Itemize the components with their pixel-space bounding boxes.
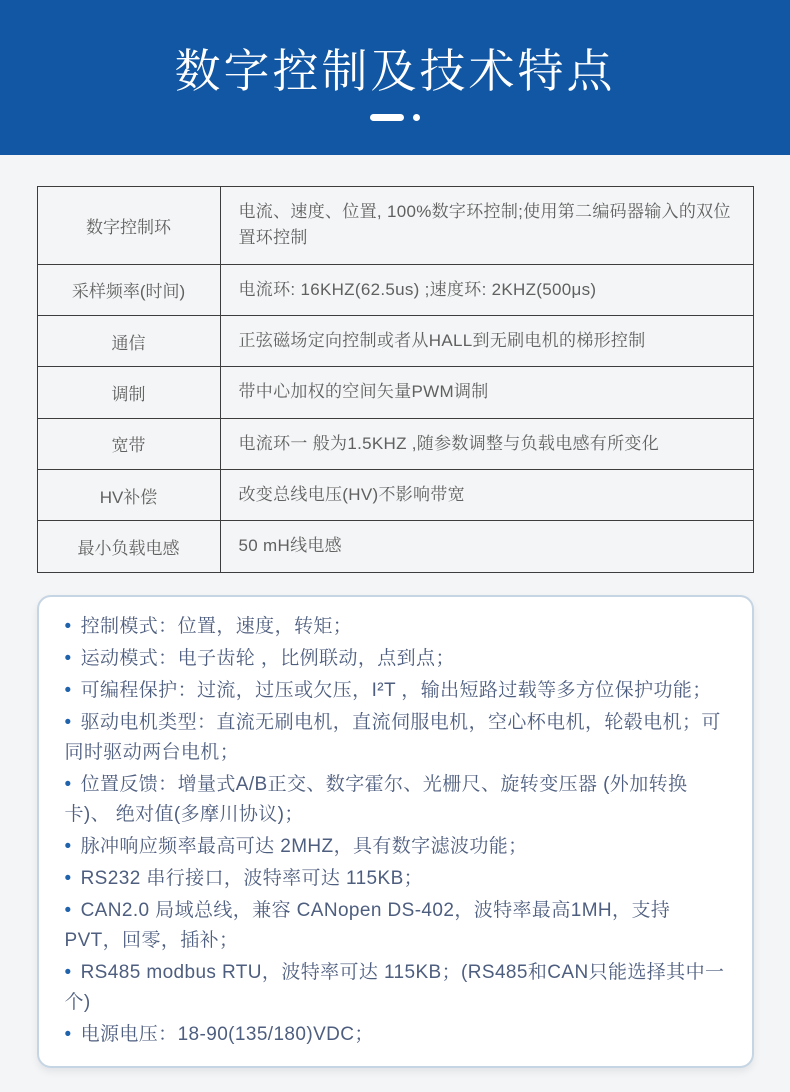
- spec-value: 正弦磁场定向控制或者从HALL到无刷电机的梯形控制: [220, 316, 753, 367]
- bullet-icon: •: [64, 679, 72, 701]
- spec-table: [37, 186, 754, 573]
- bullet-icon: •: [64, 773, 72, 795]
- feature-text: CAN2.0 局域总线，兼容 CANopen DS-402，波特率最高1MH，支持PVT，回零，插补；: [64, 899, 671, 951]
- table-row: [37, 187, 753, 265]
- feature-text: 控制模式：位置，速度，转矩；: [80, 615, 353, 637]
- bullet-icon: •: [64, 615, 72, 637]
- feature-text: RS232 串行接口，波特率可达 115KB；: [80, 867, 424, 889]
- feature-text: RS485 modbus RTU，波特率可达 115KB；(RS485和CAN只能选择其中一个): [64, 961, 725, 1013]
- spec-label: 数字控制环: [37, 187, 220, 265]
- feature-item: [65, 832, 726, 862]
- table-row: [37, 521, 753, 572]
- table-row: [37, 316, 753, 367]
- feature-item: [65, 864, 726, 894]
- bullet-icon: •: [64, 647, 72, 669]
- spec-label: 采样频率(时间): [37, 264, 220, 315]
- feature-text: 位置反馈：增量式A/B正交、数字霍尔、光栅尺、旋转变压器 (外加转换卡)、 绝对值(多摩川协议)；: [64, 773, 688, 825]
- feature-text: 驱动电机类型：直流无刷电机，直流伺服电机，空心杯电机，轮毂电机；可同时驱动两台电机；: [64, 711, 721, 763]
- spec-value: 改变总线电压(HV)不影响带宽: [220, 470, 753, 521]
- feature-item: [65, 1020, 726, 1050]
- table-row: [37, 367, 753, 418]
- feature-item: [65, 644, 726, 674]
- feature-text: 可编程保护：过流，过压或欠压，I²T ，输出短路过载等多方位保护功能；: [80, 679, 712, 701]
- feature-item: [65, 612, 726, 642]
- underline-dash-icon: [370, 114, 404, 121]
- spec-value: 50 mH线电感: [220, 521, 753, 572]
- spec-label: 最小负载电感: [37, 521, 220, 572]
- spec-label: 宽带: [37, 418, 220, 469]
- title-underline: [370, 114, 420, 121]
- feature-item: [65, 958, 726, 1018]
- spec-value: 电流环一 般为1.5KHZ ,随参数调整与负载电感有所变化: [220, 418, 753, 469]
- feature-item: [65, 708, 726, 768]
- bullet-icon: •: [64, 1023, 72, 1045]
- table-row: [37, 470, 753, 521]
- bullet-icon: •: [64, 711, 72, 733]
- spec-value: 电流、速度、位置, 100%数字环控制;使用第二编码器输入的双位置环控制: [220, 187, 753, 265]
- feature-text: 脉冲响应频率最高可达 2MHZ，具有数字滤波功能；: [80, 835, 528, 857]
- bullet-icon: •: [64, 867, 72, 889]
- feature-text: 电源电压：18-90(135/180)VDC；: [80, 1023, 374, 1045]
- bullet-icon: •: [64, 835, 72, 857]
- bullet-icon: •: [64, 961, 72, 983]
- spec-label: HV补偿: [37, 470, 220, 521]
- table-row: [37, 264, 753, 315]
- spec-label: 调制: [37, 367, 220, 418]
- spec-label: 通信: [37, 316, 220, 367]
- spec-value: 电流环: 16KHZ(62.5us) ;速度环: 2KHZ(500μs): [220, 264, 753, 315]
- page-title: 数字控制及技术特点: [174, 45, 616, 97]
- feature-item: [65, 896, 726, 956]
- bullet-icon: •: [64, 899, 72, 921]
- feature-item: [65, 770, 726, 830]
- features-box: [37, 595, 754, 1068]
- underline-dot-icon: [413, 114, 420, 121]
- spec-value: 带中心加权的空间矢量PWM调制: [220, 367, 753, 418]
- feature-text: 运动模式：电子齿轮 ，比例联动，点到点；: [80, 647, 455, 669]
- table-row: [37, 418, 753, 469]
- feature-item: [65, 676, 726, 706]
- page-header: [0, 0, 790, 155]
